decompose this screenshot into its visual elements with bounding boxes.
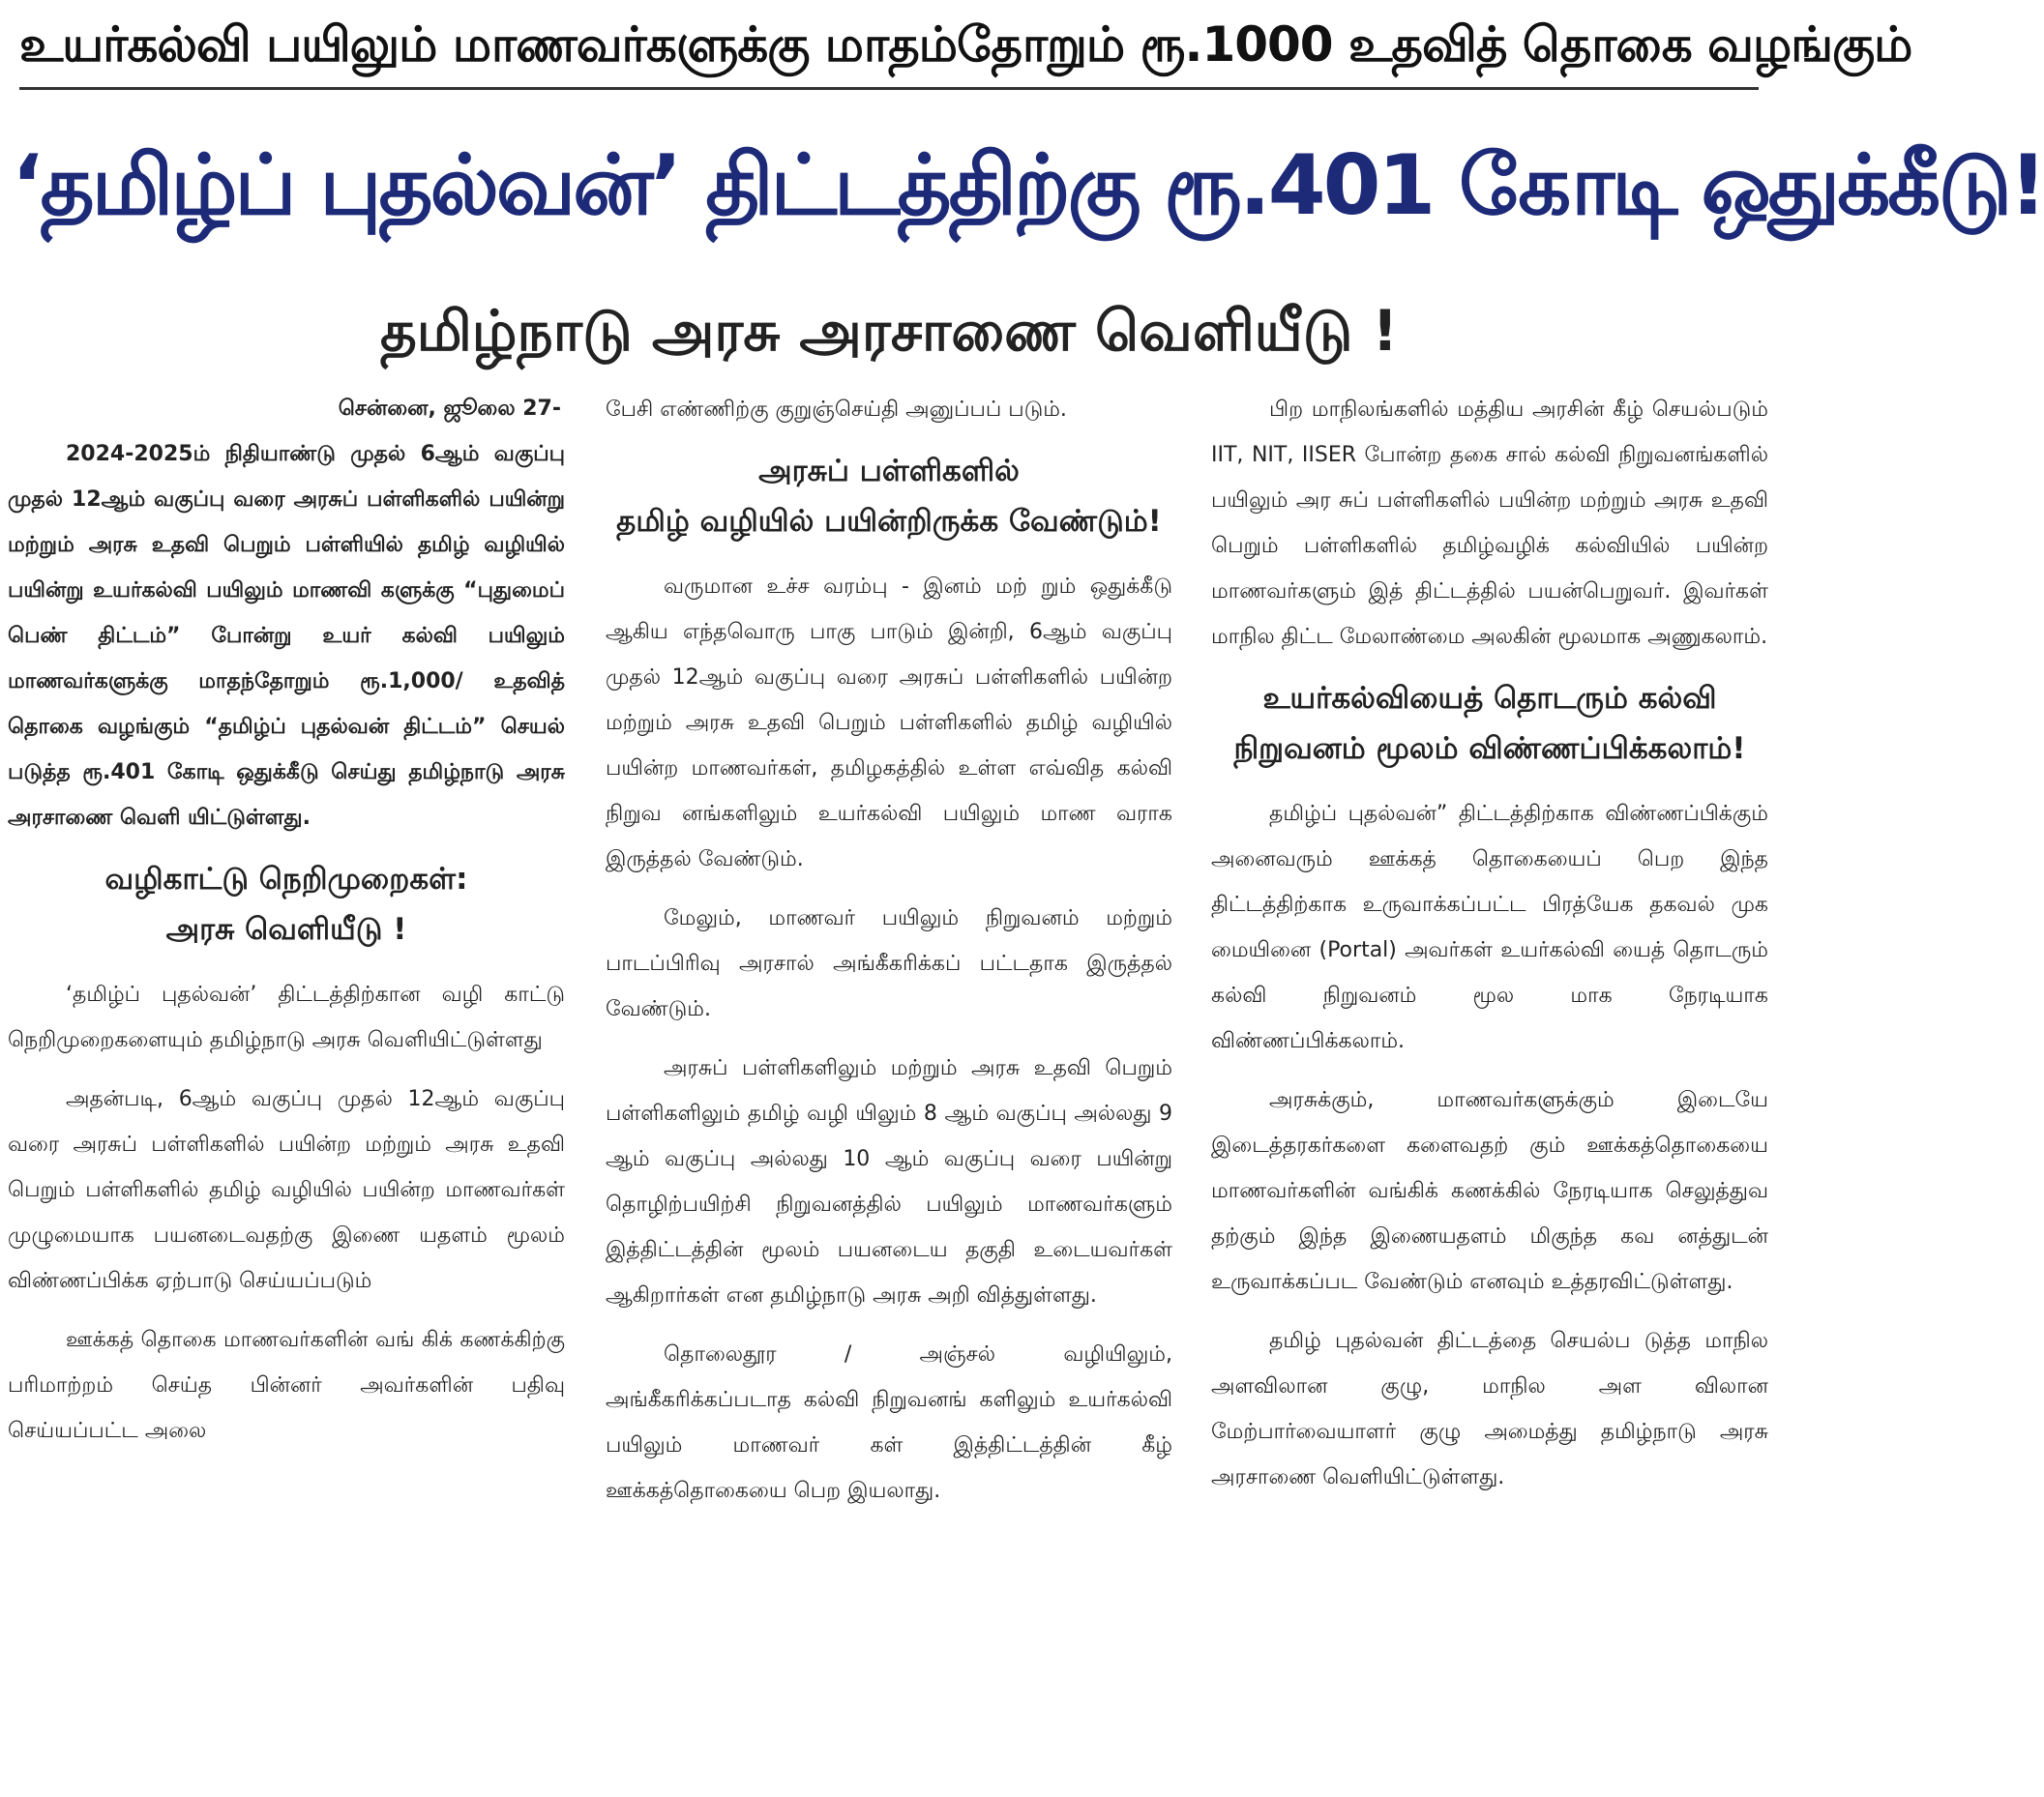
section-heading-line: தமிழ் வழியில் பயின்றிருக்க வேண்டும்!: [616, 504, 1162, 539]
kicker-headline: உயர்கல்வி பயிலும் மாணவர்களுக்கு மாதம்தோறும் ரூ.1000 உதவித் தொகை வழங்கும்: [19, 16, 1912, 73]
article-paragraph: அரசுப் பள்ளிகளிலும் மற்றும் அரசு உதவி பெறும் பள்ளிகளிலும் தமிழ் வழி யிலும் 8 ஆம் வகுப்பு அல்லது 9 ஆம் வகுப்பு அல்லது 10 ஆம் வகுப்பு வரை பயின்று தொழிற்பயிற்சி நிறுவனத்தில் பயிலும் மாணவர்களும் இத்திட்டத்தின் மூலம் பயனடைய தகுதி உடையவர்கள் ஆகிறார்கள் என தமிழ்நாடு அரசு அறி வித்துள்ளது.: [606, 1056, 1172, 1308]
article-paragraph: மேலும், மாணவர் பயிலும் நிறுவனம் மற்றும் பாடப்பிரிவு அரசால் அங்கீகரிக்கப் பட்டதாக இருத்தல் வேண்டும்.: [606, 906, 1172, 1021]
article-paragraph: ‘தமிழ்ப் புதல்வன்’ திட்டத்திற்கான வழி காட்டு நெறிமுறைகளையும் தமிழ்நாடு அரசு வெளியிட்டுள்ளது: [8, 983, 565, 1052]
divider-rule: [19, 87, 1759, 90]
article-column-1: [8, 387, 565, 1789]
article-column-3: [1211, 387, 1768, 1789]
section-heading-line: வழிகாட்டு நெறிமுறைகள்:: [104, 862, 468, 897]
article-paragraph: தமிழ் புதல்வன் திட்டத்தை செயல்ப டுத்த மாநில அளவிலான குழு, மாநில அள விலான மேற்பார்வையாளர் குழு அமைத்து தமிழ்நாடு அரசு அரசாணை வெளியிட்டுள்ளது.: [1211, 1329, 1768, 1489]
article-paragraph: வருமான உச்ச வரம்பு - இனம் மற் றும் ஒதுக்கீடு ஆகிய எந்தவொரு பாகு பாடும் இன்றி, 6ஆம் வகுப்பு முதல் 12ஆம் வகுப்பு வரை அரசுப் பள்ளிகளில் பயின்ற மற்றும் அரசு உதவி பெறும் பள்ளிகளில் தமிழ் வழியில் பயின்ற மாணவர்கள், தமிழகத்தில் உள்ள எவ்வித கல்வி நிறுவ னங்களிலும் உயர்கல்வி பயிலும் மாண வராக இருத்தல் வேண்டும்.: [606, 574, 1172, 871]
lead-paragraph: 2024-2025ம் நிதியாண்டு முதல் 6ஆம் வகுப்பு முதல் 12ஆம் வகுப்பு வரை அரசுப் பள்ளிகளில் பயின்று மற்றும் அரசு உதவி பெறும் பள்ளியில் தமிழ் வழியில் பயின்று உயர்கல்வி பயிலும் மாணவி களுக்கு “புதுமைப் பெண் திட்டம்” போன்று உயர் கல்வி பயிலும் மாணவர்களுக்கு மாதந்தோறும் ரூ.1,000/ உதவித் தொகை வழங்கும் “தமிழ்ப் புதல்வன் திட்டம்” செயல் படுத்த ரூ.401 கோடி ஒதுக்கீடு செய்து தமிழ்நாடு அரசு அரசாணை வெளி யிட்டுள்ளது.: [8, 442, 565, 830]
section-heading-guidelines: [8, 854, 565, 955]
sub-headline: தமிழ்நாடு அரசு அரசாணை வெளியீடு !: [379, 298, 1399, 364]
section-heading-line: அரசுப் பள்ளிகளில்: [758, 454, 1020, 488]
section-heading-line: அரசு வெளியீடு !: [165, 912, 407, 947]
section-heading-eligibility: [606, 446, 1172, 546]
article-paragraph: அதன்படி, 6ஆம் வகுப்பு முதல் 12ஆம் வகுப்பு வரை அரசுப் பள்ளிகளில் பயின்ற மற்றும் அரசு உதவி பெறும் பள்ளிகளில் தமிழ் வழியில் பயின்ற மாணவர்கள் முழுமையாக பயனடைவதற்கு இணை யதளம் மூலம் விண்ணப்பிக்க ஏற்பாடு செய்யப்படும்: [8, 1087, 565, 1293]
article-paragraph: அரசுக்கும், மாணவர்களுக்கும் இடையே இடைத்தரகர்களை களைவதற் கும் ஊக்கத்தொகையை மாணவர்களின் வங்கிக் கணக்கில் நேரடியாக செலுத்துவ தற்கும் இந்த இணையதளம் மிகுந்த கவ னத்துடன் உருவாக்கப்பட வேண்டும் எனவும் உத்தரவிட்டுள்ளது.: [1211, 1088, 1768, 1294]
section-heading-line: நிறுவனம் மூலம் விண்ணப்பிக்கலாம்!: [1233, 731, 1746, 766]
article-paragraph: பிற மாநிலங்களில் மத்திய அரசின் கீழ் செயல்படும் IIT, NIT, IISER போன்ற தகை சால் கல்வி நிறுவனங்களில் பயிலும் அர சுப் பள்ளிகளில் பயின்ற மற்றும் அரசு உதவி பெறும் பள்ளிகளில் தமிழ்வழிக் கல்வியில் பயின்ற மாணவர்களும் இத் திட்டத்தில் பயன்பெறுவர். இவர்கள் மாநில திட்ட மேலாண்மை அலகின் மூலமாக அணுகலாம்.: [1211, 398, 1768, 649]
section-heading-line: உயர்கல்வியைத் தொடரும் கல்வி: [1262, 681, 1717, 716]
article-paragraph: ஊக்கத் தொகை மாணவர்களின் வங் கிக் கணக்கிற்கு பரிமாற்றம் செய்த பின்னர் அவர்களின் பதிவு செய்யப்பட்ட அலை: [8, 1328, 565, 1443]
article-column-2: [606, 387, 1172, 1789]
section-heading-application: [1211, 673, 1768, 774]
article-paragraph: தொலைதூர / அஞ்சல் வழியிலும், அங்கீகரிக்கப்படாத கல்வி நிறுவனங் களிலும் உயர்கல்வி பயிலும் மாணவர் கள் இத்திட்டத்தின் கீழ் ஊக்கத்தொகையை பெற இயலாது.: [606, 1342, 1172, 1503]
article-paragraph: தமிழ்ப் புதல்வன்” திட்டத்திற்காக விண்ணப்பிக்கும் அனைவரும் ஊக்கத் தொகையைப் பெற இந்த திட்டத்திற்காக உருவாக்கப்பட்ட பிரத்யேக தகவல் முக மையினை (Portal) அவர்கள் உயர்கல்வி யைத் தொடரும் கல்வி நிறுவனம் மூல மாக நேரடியாக விண்ணப்பிக்கலாம்.: [1211, 802, 1768, 1053]
article-paragraph: பேசி எண்ணிற்கு குறுஞ்செய்தி அனுப்பப் படும்.: [606, 398, 1067, 422]
dateline: சென்னை, ஜூலை 27-: [338, 397, 561, 421]
main-headline: ‘தமிழ்ப் புதல்வன்’ திட்டத்திற்கு ரூ.401 கோடி ஒதுக்கீடு!: [12, 137, 2044, 234]
